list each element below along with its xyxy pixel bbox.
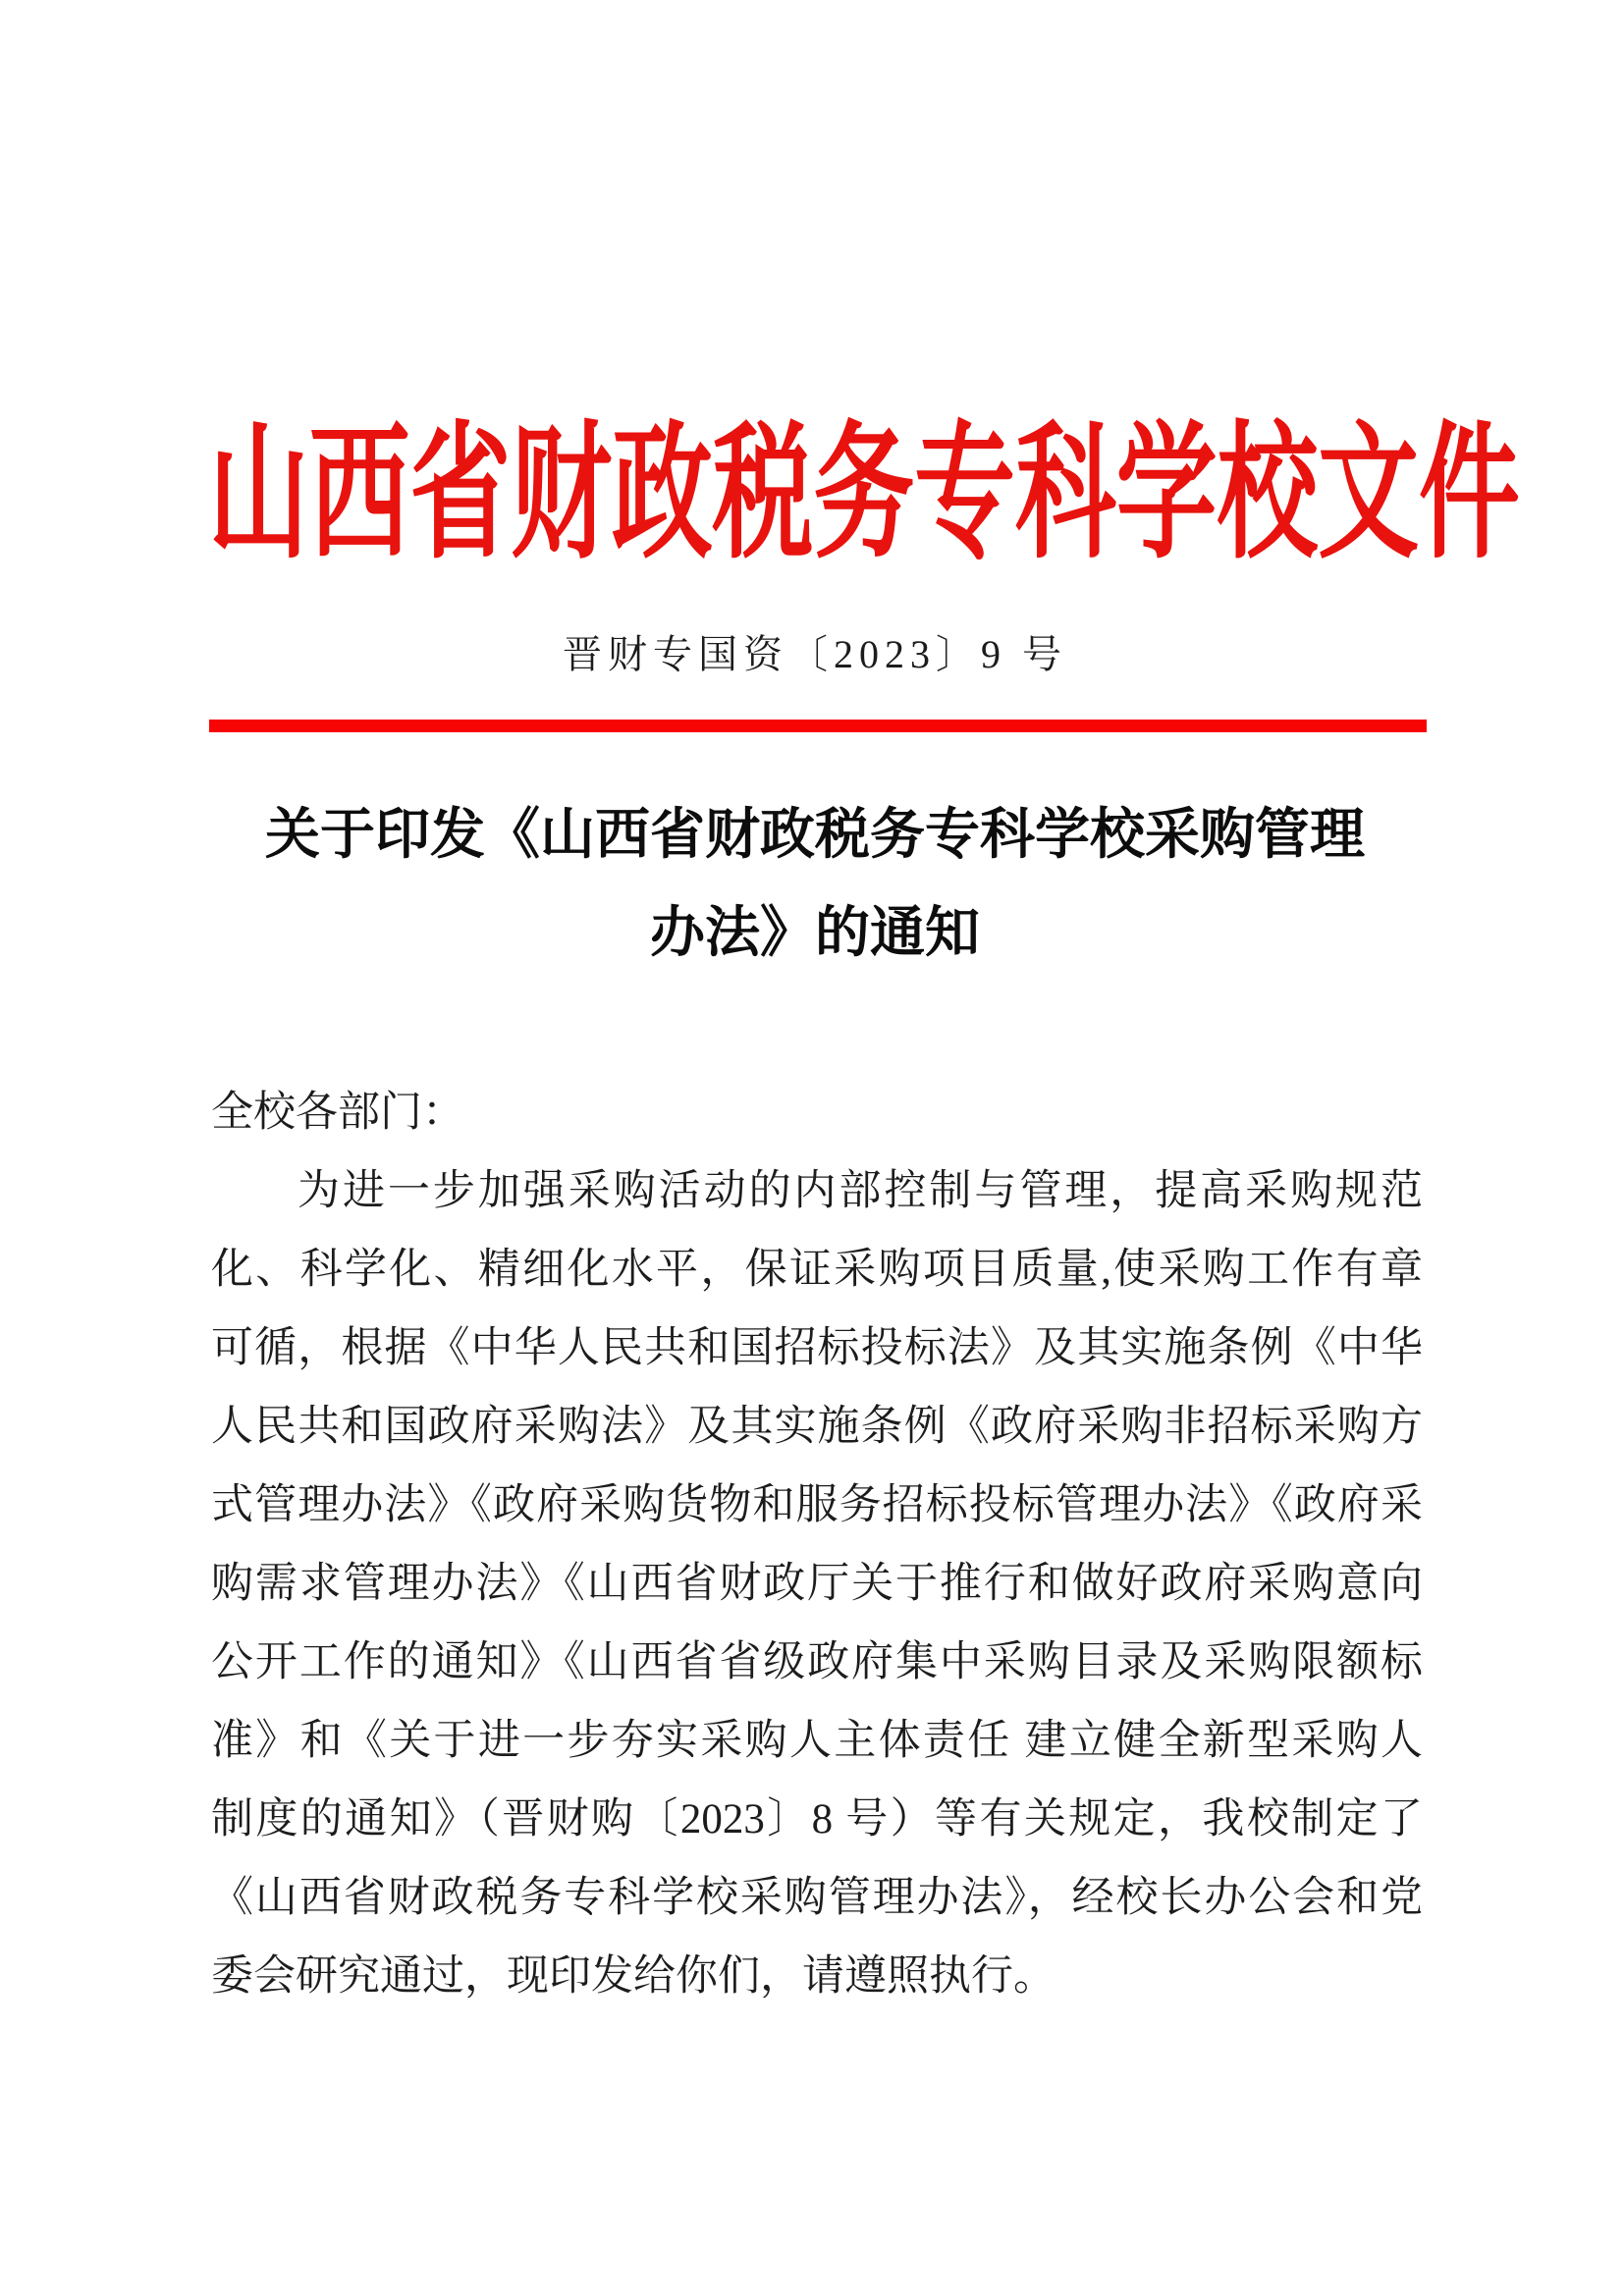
body-line: 公开工作的通知》《山西省省级政府集中采购目录及采购限额标 xyxy=(211,1639,1423,1685)
body-line: 化、科学化、精细化水平，保证采购项目质量,使采购工作有章 xyxy=(211,1247,1423,1293)
body-line: 委会研究通过，现印发给你们，请遵照执行。 xyxy=(211,1953,1056,2000)
document-header xyxy=(208,413,1520,576)
notice-title-line: 关于印发《山西省财政税务专科学校采购管理 xyxy=(265,805,1365,866)
body-line: 为进一步加强采购活动的内部控制与管理，提高采购规范 xyxy=(298,1168,1423,1214)
body-line: 全校各部门： xyxy=(211,1090,464,1136)
document-number: 晋财专国资〔2023〕9 号 xyxy=(563,632,1067,676)
org-red-title: 山西省财政税务专科学校文件 xyxy=(208,413,1520,576)
document-body xyxy=(211,1074,1423,2016)
body-line: 人民共和国政府采购法》及其实施条例《政府采购非招标采购方 xyxy=(211,1404,1423,1450)
body-line: 准》和《关于进一步夯实采购人主体责任 建立健全新型采购人 xyxy=(211,1718,1423,1764)
notice-title xyxy=(208,786,1422,983)
body-line: 式管理办法》《政府采购货物和服务招标投标管理办法》《政府采 xyxy=(211,1482,1423,1528)
red-divider-line xyxy=(209,720,1427,732)
body-line: 《山西省财政税务专科学校采购管理办法》，经校长办公会和党 xyxy=(211,1875,1423,1921)
body-line: 购需求管理办法》《山西省财政厅关于推行和做好政府采购意向 xyxy=(211,1561,1423,1607)
body-line: 可循，根据《中华人民共和国招标投标法》及其实施条例《中华 xyxy=(211,1325,1423,1371)
body-line: 制度的通知》（晋财购〔2023〕8 号）等有关规定，我校制定了 xyxy=(211,1796,1423,1842)
notice-title-line: 办法》的通知 xyxy=(650,903,980,964)
